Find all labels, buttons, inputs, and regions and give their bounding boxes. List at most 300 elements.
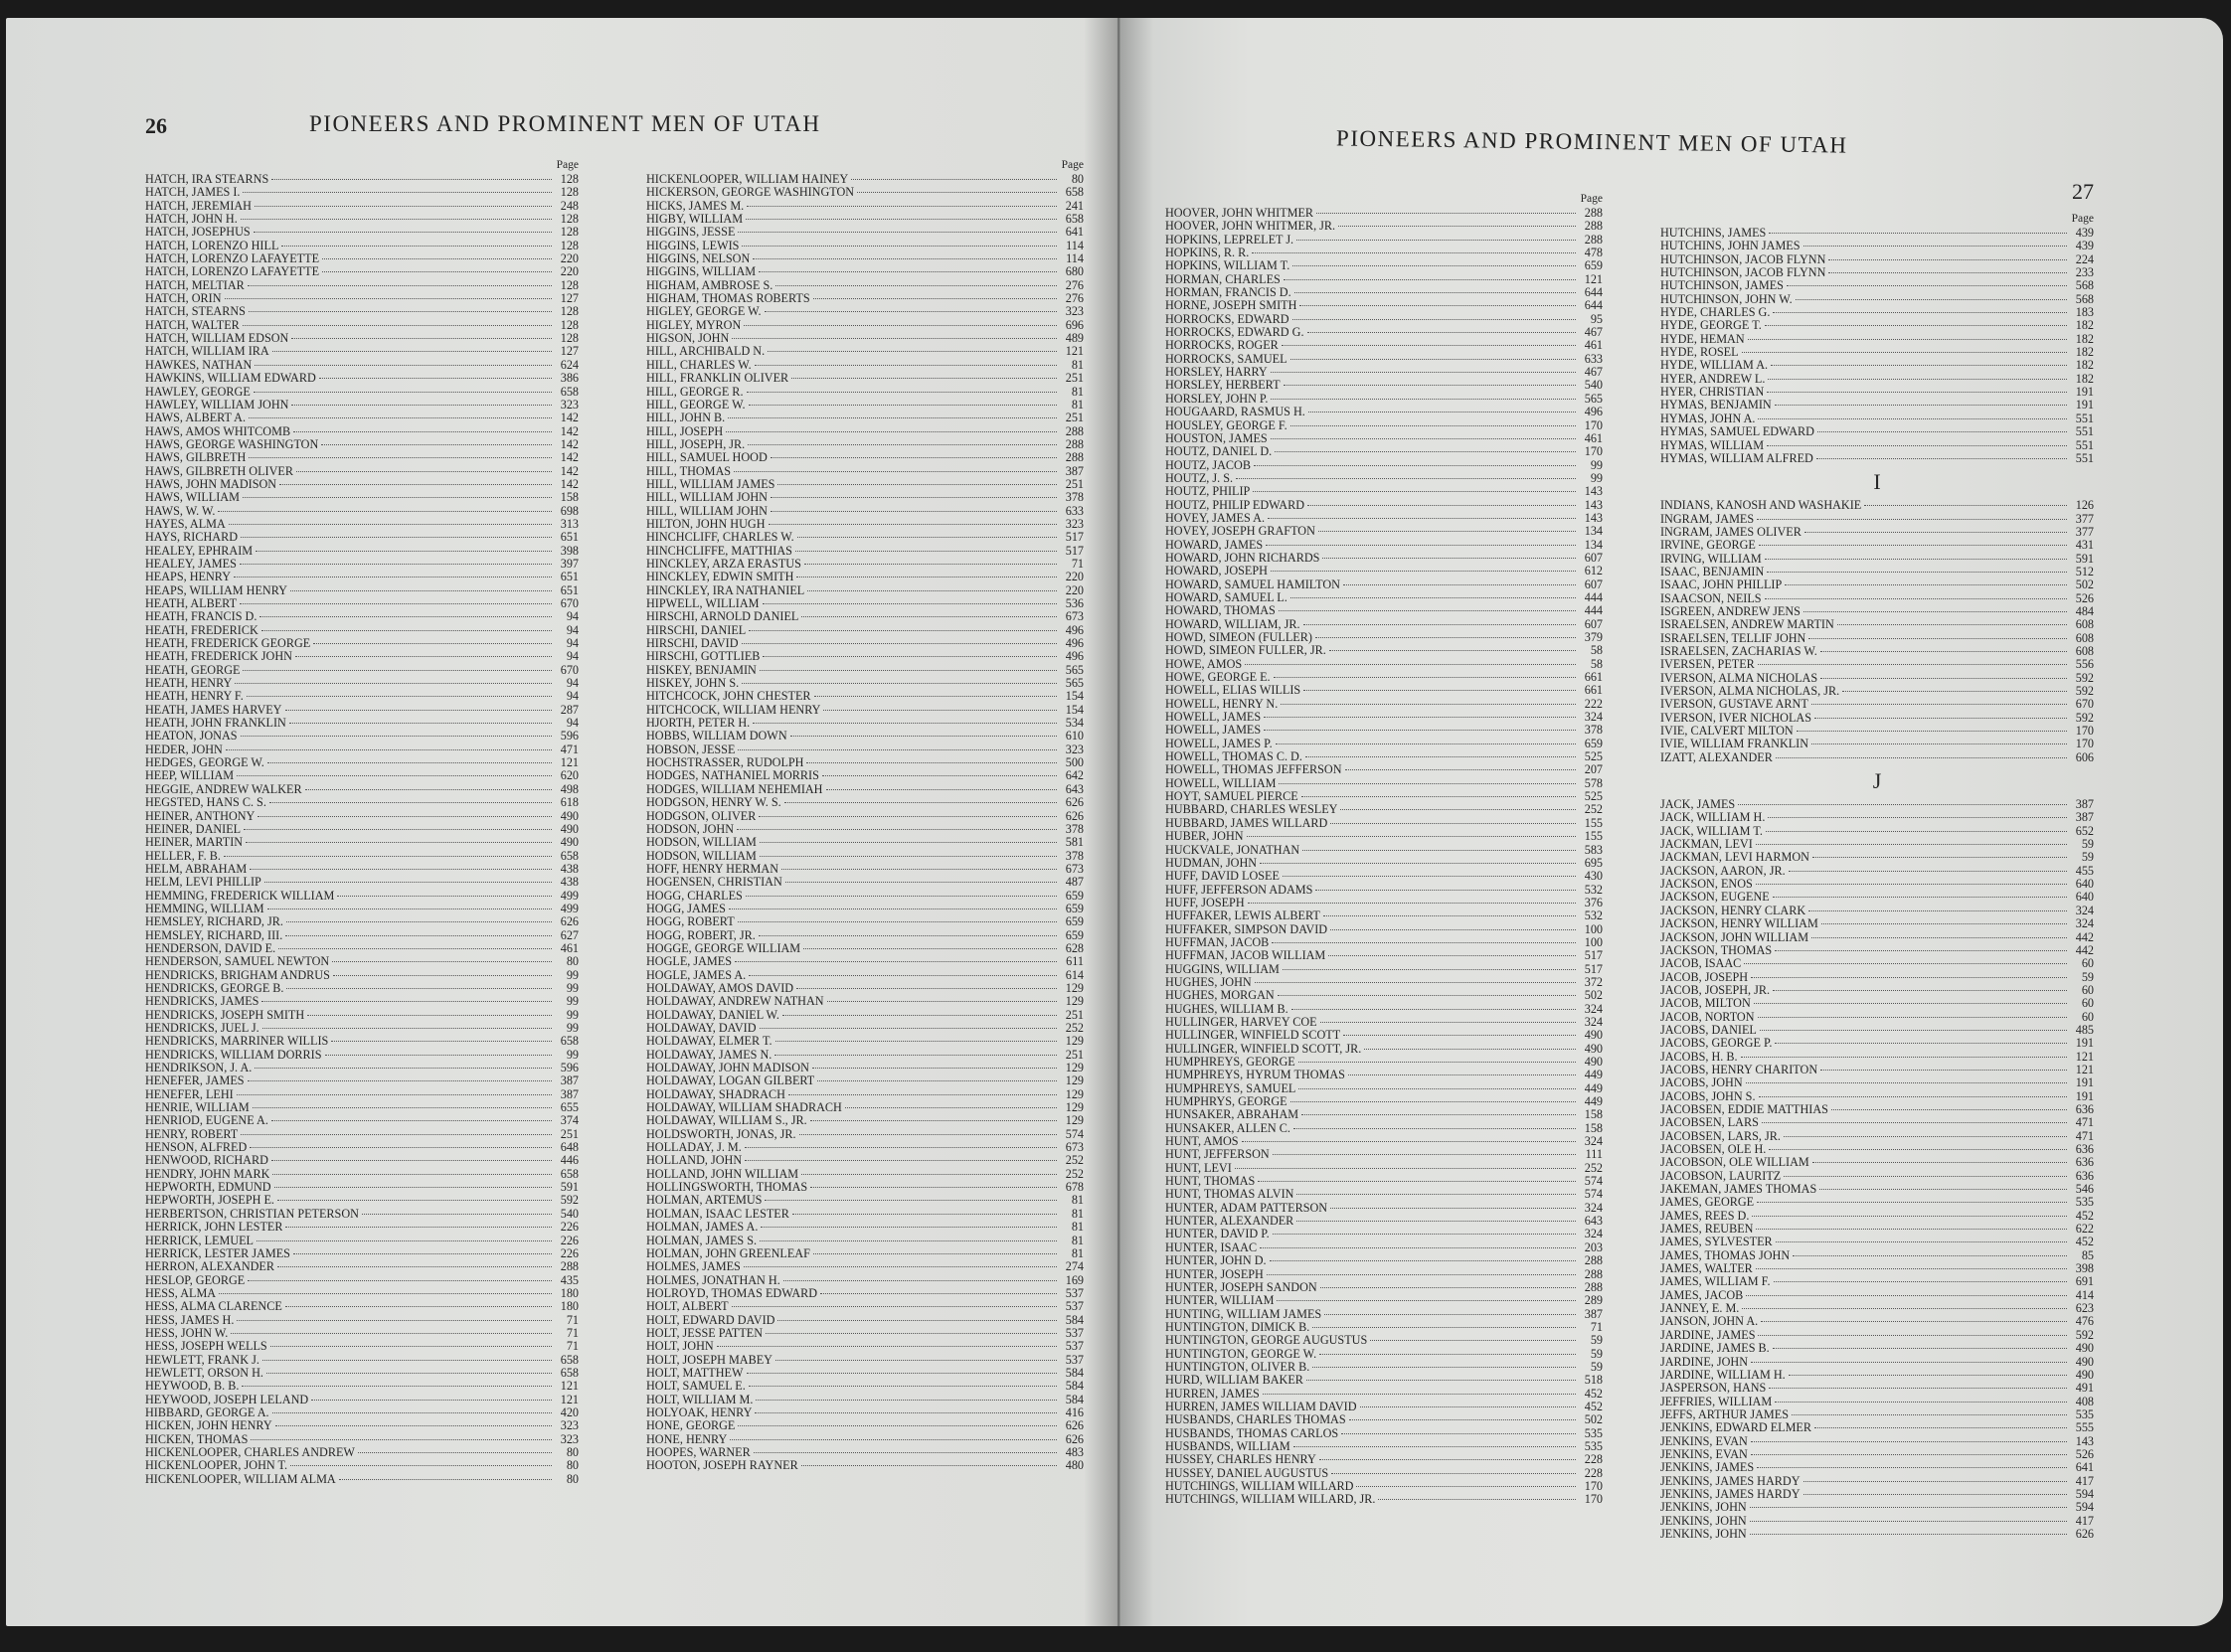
entry-name: HIRSCHI, DANIEL [646, 623, 747, 637]
index-entry [145, 1141, 579, 1154]
entry-name: HENDERSON, DAVID E. [145, 941, 276, 955]
entry-name: HILL, GEORGE R. [646, 385, 744, 399]
entry-name: HOLMAN, JOHN GREENLEAF [646, 1246, 810, 1260]
index-entry [1165, 499, 1603, 512]
leader-dots [1316, 213, 1576, 214]
entry-name: HEWLETT, FRANK J. [145, 1353, 259, 1367]
leader-dots [1319, 1354, 1576, 1355]
entry-page: 378 [1065, 491, 1084, 505]
entry-page: 128 [560, 173, 579, 186]
leader-dots [272, 1412, 552, 1413]
entry-name: HAWS, WILLIAM [145, 491, 240, 505]
entry-page: 274 [1065, 1260, 1084, 1274]
entry-page: 546 [2075, 1183, 2094, 1197]
entry-name: HILL, ARCHIBALD N. [646, 345, 766, 359]
index-entry [145, 1208, 579, 1221]
entry-name: HISKEY, BENJAMIN [646, 663, 757, 677]
index-entry [646, 850, 1084, 863]
leader-dots [256, 551, 552, 552]
entry-name: HOWELL, JAMES P. [1165, 737, 1273, 750]
entry-page: 659 [1584, 259, 1603, 273]
leader-dots [1270, 1260, 1576, 1261]
entry-page: 670 [2075, 698, 2094, 712]
entry-name: HENDRICKS, JUEL J. [145, 1022, 259, 1035]
entry-name: HOUSLEY, GEORGE F. [1165, 418, 1287, 432]
leader-dots [248, 1280, 552, 1281]
index-entry [145, 624, 579, 637]
index-entry [1165, 711, 1603, 724]
entry-page: 658 [560, 849, 579, 863]
entry-page: 626 [1065, 809, 1084, 823]
entry-page: 673 [1065, 862, 1084, 876]
entry-page: 398 [2075, 1262, 2094, 1276]
index-column [1660, 213, 2094, 1541]
index-entry [145, 265, 579, 278]
entry-page: 644 [1584, 286, 1603, 300]
entry-page: 142 [560, 424, 579, 438]
entry-name: HUNTER, JOHN D. [1165, 1254, 1267, 1268]
entry-name: HILL, WILLIAM JOHN [646, 491, 768, 505]
leader-dots [237, 1320, 552, 1321]
index-entry [646, 372, 1084, 385]
leader-dots [730, 1439, 1057, 1440]
entry-page: 648 [560, 1141, 579, 1155]
entry-page: 517 [1065, 544, 1084, 558]
leader-dots [248, 285, 552, 286]
index-entry [646, 1406, 1084, 1419]
leader-dots [1776, 1241, 2067, 1242]
entry-page: 324 [2075, 917, 2094, 931]
leader-dots [801, 1465, 1057, 1466]
leader-dots [1831, 1109, 2067, 1110]
leader-dots [1804, 532, 2067, 533]
entry-page: 222 [1584, 697, 1603, 711]
entry-page: 627 [560, 928, 579, 942]
leader-dots [792, 1214, 1057, 1215]
index-entry [1165, 1082, 1603, 1095]
leader-dots [1751, 1441, 2067, 1442]
entry-page: 471 [2075, 1116, 2094, 1130]
index-entry [1660, 578, 2094, 591]
entry-page: 378 [1065, 822, 1084, 836]
leader-dots [254, 392, 552, 393]
index-entry [1660, 1143, 2094, 1156]
entry-name: HUFFMAN, JACOB WILLIAM [1165, 949, 1326, 963]
leader-dots [1746, 1295, 2067, 1296]
leader-dots [1789, 1375, 2067, 1376]
entry-page: 71 [566, 1326, 579, 1340]
entry-name: HILL, FRANKLIN OLIVER [646, 372, 789, 386]
leader-dots [769, 524, 1057, 525]
entry-name: HUMPHRYS, GEORGE [1165, 1095, 1287, 1109]
leader-dots [1820, 678, 2067, 679]
entry-page: 182 [2075, 346, 2094, 360]
leader-dots [1271, 438, 1576, 439]
entry-page: 661 [1584, 684, 1603, 698]
entry-page: 60 [2081, 957, 2094, 971]
index-entry [145, 823, 579, 836]
leader-dots [804, 564, 1057, 565]
leader-dots [771, 497, 1057, 498]
leader-dots [1235, 1168, 1576, 1169]
leader-dots [753, 723, 1057, 724]
entry-page: 288 [1584, 207, 1603, 220]
entry-page: 592 [560, 1194, 579, 1208]
entry-page: 640 [2075, 878, 2094, 892]
entry-name: HEGSTED, HANS C. S. [145, 796, 266, 810]
entry-page: 658 [560, 1167, 579, 1181]
entry-name: HOLT, WILLIAM M. [646, 1393, 754, 1406]
entry-page: 417 [2075, 1474, 2094, 1488]
entry-page: 651 [560, 531, 579, 545]
index-entry [646, 1340, 1084, 1353]
leader-dots [1766, 831, 2067, 832]
entry-page: 526 [2075, 591, 2094, 605]
entry-name: IVERSON, GUSTAVE ARNT [1660, 698, 1808, 712]
entry-name: JARDINE, WILLIAM H. [1660, 1368, 1786, 1382]
entry-page: 596 [560, 730, 579, 743]
leader-dots [285, 1227, 552, 1228]
index-entry [1165, 870, 1603, 883]
leader-dots [266, 1373, 552, 1374]
entry-name: JACKSON, EUGENE [1660, 891, 1770, 905]
entry-page: 537 [1065, 1353, 1084, 1367]
entry-name: HOLDAWAY, WILLIAM S., JR. [646, 1114, 807, 1128]
entry-name: HUFF, JOSEPH [1165, 896, 1245, 909]
index-entry [1165, 790, 1603, 803]
entry-page: 128 [560, 318, 579, 332]
index-entry [145, 756, 579, 769]
entry-name: HOWELL, HENRY N. [1165, 697, 1279, 711]
leader-dots [225, 298, 552, 299]
entry-name: JEFFRIES, WILLIAM [1660, 1395, 1773, 1408]
entry-name: HATCH, JEREMIAH [145, 199, 252, 213]
index-entry [1165, 1016, 1603, 1029]
leader-dots [813, 298, 1057, 299]
entry-page: 636 [2075, 1102, 2094, 1116]
index-entry [145, 425, 579, 438]
entry-name: ISRAELSEN, ZACHARIAS W. [1660, 644, 1817, 658]
index-entry [646, 399, 1084, 412]
index-entry [1165, 1480, 1603, 1493]
index-entry [646, 1088, 1084, 1101]
entry-page: 651 [560, 583, 579, 597]
leader-dots [761, 1227, 1057, 1228]
entry-page: 143 [1584, 498, 1603, 512]
index-entry [646, 173, 1084, 186]
entry-name: HAWS, ALBERT A. [145, 412, 246, 425]
leader-dots [1757, 1467, 2067, 1468]
entry-page: 584 [1065, 1393, 1084, 1406]
leader-dots [307, 1015, 552, 1016]
entry-name: HICKENLOOPER, WILLIAM HAINEY [646, 173, 849, 186]
leader-dots [1864, 505, 2067, 506]
entry-name: HOPKINS, R. R. [1165, 247, 1250, 260]
index-entry [1660, 1475, 2094, 1488]
leader-dots [1343, 584, 1576, 585]
entry-name: ISAAC, JOHN PHILLIP [1660, 578, 1783, 592]
leader-dots [1341, 1433, 1576, 1434]
entry-name: HAWS, GILBRETH [145, 451, 247, 465]
index-entry [1165, 949, 1603, 962]
entry-page: 233 [2075, 266, 2094, 280]
leader-dots [243, 670, 552, 671]
entry-name: HOOVER, JOHN WHITMER [1165, 207, 1314, 220]
entry-page: 658 [1065, 213, 1084, 227]
leader-dots [817, 1080, 1057, 1081]
entry-name: JACOBS, HENRY CHARITON [1660, 1063, 1818, 1076]
entry-page: 127 [560, 345, 579, 359]
index-entry [1660, 1396, 2094, 1408]
leader-dots [796, 577, 1057, 578]
index-entry [1660, 1356, 2094, 1369]
entry-page: 517 [1584, 949, 1603, 963]
index-entry [145, 1168, 579, 1181]
index-entry [646, 1287, 1084, 1300]
entry-page: 378 [1584, 724, 1603, 738]
index-entry [1165, 1175, 1603, 1188]
leader-dots [1784, 1136, 2067, 1137]
entry-name: HENRIOD, EUGENE A. [145, 1114, 268, 1128]
entry-name: HUFFMAN, JACOB [1165, 935, 1270, 949]
entry-page: 387 [2075, 798, 2094, 812]
index-entry [646, 1009, 1084, 1022]
entry-name: HUTCHINSON, JAMES [1660, 279, 1784, 293]
leader-dots [247, 696, 552, 697]
index-entry [1660, 672, 2094, 685]
index-entry [1165, 698, 1603, 711]
entry-page: 71 [566, 1313, 579, 1327]
entry-page: 134 [1584, 538, 1603, 552]
entry-name: HICKENLOOPER, WILLIAM ALMA [145, 1472, 336, 1486]
index-entry [1660, 539, 2094, 552]
entry-name: HEPWORTH, JOSEPH E. [145, 1194, 274, 1208]
entry-page: 288 [1584, 220, 1603, 234]
leader-dots [1811, 937, 2067, 938]
index-entry [1660, 1116, 2094, 1129]
index-entry [1660, 685, 2094, 698]
entry-name: HOPKINS, WILLIAM T. [1165, 259, 1290, 273]
entry-name: HERRICK, JOHN LESTER [145, 1221, 283, 1235]
index-entry [1165, 1388, 1603, 1401]
leader-dots [241, 1134, 552, 1135]
entry-page: 584 [1065, 1366, 1084, 1380]
index-entry [646, 478, 1084, 491]
entry-page: 127 [560, 292, 579, 306]
leader-dots [1296, 1194, 1576, 1195]
index-entry [1165, 618, 1603, 631]
entry-name: HESS, ALMA CLARENCE [145, 1300, 282, 1314]
index-entry [145, 252, 579, 265]
entry-page: 449 [1584, 1069, 1603, 1082]
entry-name: HERRON, ALEXANDER [145, 1260, 274, 1274]
entry-name: HONE, GEORGE [646, 1419, 736, 1433]
entry-page: 640 [2075, 891, 2094, 905]
index-entry [1660, 413, 2094, 425]
entry-page: 158 [1584, 1108, 1603, 1122]
leader-dots [1271, 399, 1576, 400]
entry-page: 535 [1584, 1439, 1603, 1453]
entry-name: JACOBSON, OLE WILLIAM [1660, 1156, 1809, 1170]
index-entry [646, 558, 1084, 571]
entry-name: HIGHAM, AMBROSE S. [646, 278, 773, 292]
leader-dots [734, 471, 1057, 472]
leader-dots [1271, 571, 1576, 572]
leader-dots [1293, 1128, 1576, 1129]
index-entry [1660, 851, 2094, 864]
leader-dots [1284, 279, 1576, 280]
entry-page: 490 [1584, 1042, 1603, 1056]
leader-dots [822, 775, 1057, 776]
entry-name: HUNTING, WILLIAM JAMES [1165, 1307, 1322, 1321]
entry-page: 220 [560, 252, 579, 266]
index-entry [646, 637, 1084, 650]
index-entry [1165, 459, 1603, 472]
leader-dots [1312, 1367, 1576, 1368]
index-entry [646, 823, 1084, 836]
entry-name: JACOBSEN, OLE H. [1660, 1143, 1767, 1156]
entry-name: HOOTON, JOSEPH RAYNER [646, 1459, 798, 1473]
entry-name: HIGLEY, MYRON [646, 318, 742, 332]
entry-name: HEATH, JOHN FRANKLIN [145, 717, 286, 731]
entry-page: 592 [2075, 671, 2094, 685]
index-entry [1660, 984, 2094, 997]
entry-name: JACOBS, JOHN S. [1660, 1089, 1756, 1103]
leader-dots [799, 1134, 1057, 1135]
leader-dots [1274, 677, 1576, 678]
leader-dots [1296, 1221, 1576, 1222]
entry-name: HOGENSEN, CHRISTIAN [646, 876, 782, 890]
index-entry [145, 319, 579, 332]
entry-page: 94 [566, 650, 579, 664]
entry-name: HUFF, JEFFERSON ADAMS [1165, 883, 1313, 897]
leader-dots [319, 378, 552, 379]
index-entry [145, 863, 579, 876]
index-entry [1660, 1196, 2094, 1209]
index-entry [1165, 1413, 1603, 1426]
entry-name: HELM, LEVI PHILLIP [145, 876, 261, 890]
leader-dots [234, 577, 552, 578]
entry-page: 387 [1065, 464, 1084, 478]
entry-name: HOLDSWORTH, JONAS, JR. [646, 1127, 796, 1141]
leader-dots [738, 1425, 1057, 1426]
index-entry [646, 1101, 1084, 1114]
index-entry [1660, 452, 2094, 465]
leader-dots [1803, 1494, 2067, 1495]
leader-dots [1828, 272, 2067, 273]
index-entry [1165, 591, 1603, 604]
entry-name: HILL, SAMUEL HOOD [646, 451, 768, 465]
leader-dots [754, 1452, 1057, 1453]
leader-dots [1752, 1216, 2067, 1217]
leader-dots [814, 696, 1057, 697]
index-entry [1660, 825, 2094, 838]
entry-page: 658 [560, 1035, 579, 1049]
entry-page: 461 [1584, 339, 1603, 353]
entry-page: 499 [560, 889, 579, 903]
leader-dots [1303, 690, 1576, 691]
entry-name: HESS, JOHN W. [145, 1326, 229, 1340]
index-entry [646, 1141, 1084, 1154]
leader-dots [1738, 804, 2067, 805]
entry-page: 114 [1066, 252, 1084, 266]
leader-dots [235, 683, 552, 684]
leader-dots [1842, 691, 2067, 692]
leader-dots [257, 816, 552, 817]
entry-name: HUCKVALE, JONATHAN [1165, 843, 1300, 857]
leader-dots [262, 1360, 552, 1361]
index-entry [1660, 658, 2094, 671]
entry-name: HUFFAKER, SIMPSON DAVID [1165, 922, 1328, 936]
entry-page: 324 [1584, 1201, 1603, 1215]
leader-dots [255, 206, 552, 207]
entry-name: HUSSEY, DANIEL AUGUSTUS [1165, 1466, 1329, 1480]
leader-dots [1378, 1499, 1576, 1500]
index-entry [1660, 306, 2094, 319]
entry-page: 565 [1584, 392, 1603, 406]
leader-dots [1301, 796, 1576, 797]
leader-dots [1814, 718, 2067, 719]
index-entry [646, 969, 1084, 982]
index-entry [145, 597, 579, 610]
index-entry [1165, 1215, 1603, 1228]
entry-name: HOUSTON, JAMES [1165, 431, 1268, 445]
entry-name: HEATH, HENRY F. [145, 690, 244, 704]
index-entry [145, 240, 579, 252]
entry-page: 658 [1065, 186, 1084, 200]
leader-dots [362, 1214, 552, 1215]
leader-dots [290, 1465, 552, 1466]
leader-dots [1320, 1022, 1576, 1023]
entry-name: HUSBANDS, CHARLES THOMAS [1165, 1413, 1346, 1427]
index-entry [1660, 359, 2094, 372]
entry-page: 220 [560, 265, 579, 279]
entry-page: 313 [560, 517, 579, 531]
entry-page: 643 [1065, 782, 1084, 796]
entry-name: HICKEN, THOMAS [145, 1432, 249, 1446]
leader-dots [1760, 1030, 2067, 1031]
entry-name: IVERSEN, PETER [1660, 658, 1755, 672]
entry-page: 142 [560, 412, 579, 425]
index-entry [1660, 1329, 2094, 1342]
entry-name: JACOBS, GEORGE P. [1660, 1037, 1773, 1051]
entry-name: HOLMAN, JAMES A. [646, 1221, 759, 1235]
index-entry [1660, 399, 2094, 412]
leader-dots [1754, 1003, 2067, 1004]
entry-page: 170 [1584, 445, 1603, 459]
index-entry [145, 783, 579, 796]
leader-dots [1370, 1340, 1576, 1341]
entry-name: HOUGAARD, RASMUS H. [1165, 406, 1305, 419]
entry-page: 81 [1071, 358, 1084, 372]
entry-page: 607 [1584, 578, 1603, 591]
entry-name: HIGHAM, THOMAS ROBERTS [646, 292, 810, 306]
entry-page: 614 [1065, 968, 1084, 982]
leader-dots [249, 457, 552, 458]
leader-dots [1263, 1394, 1576, 1395]
entry-page: 94 [566, 610, 579, 624]
leader-dots [1254, 465, 1576, 466]
index-entry [1660, 1170, 2094, 1183]
leader-dots [827, 1001, 1057, 1002]
page-number: 26 [145, 113, 167, 138]
entry-page: 170 [2075, 725, 2094, 739]
entry-page: 397 [560, 557, 579, 571]
entry-page: 226 [560, 1234, 579, 1247]
index-entry [1165, 1348, 1603, 1361]
entry-name: HENDRICKS, BRIGHAM ANDRUS [145, 968, 330, 982]
index-entry [646, 915, 1084, 928]
